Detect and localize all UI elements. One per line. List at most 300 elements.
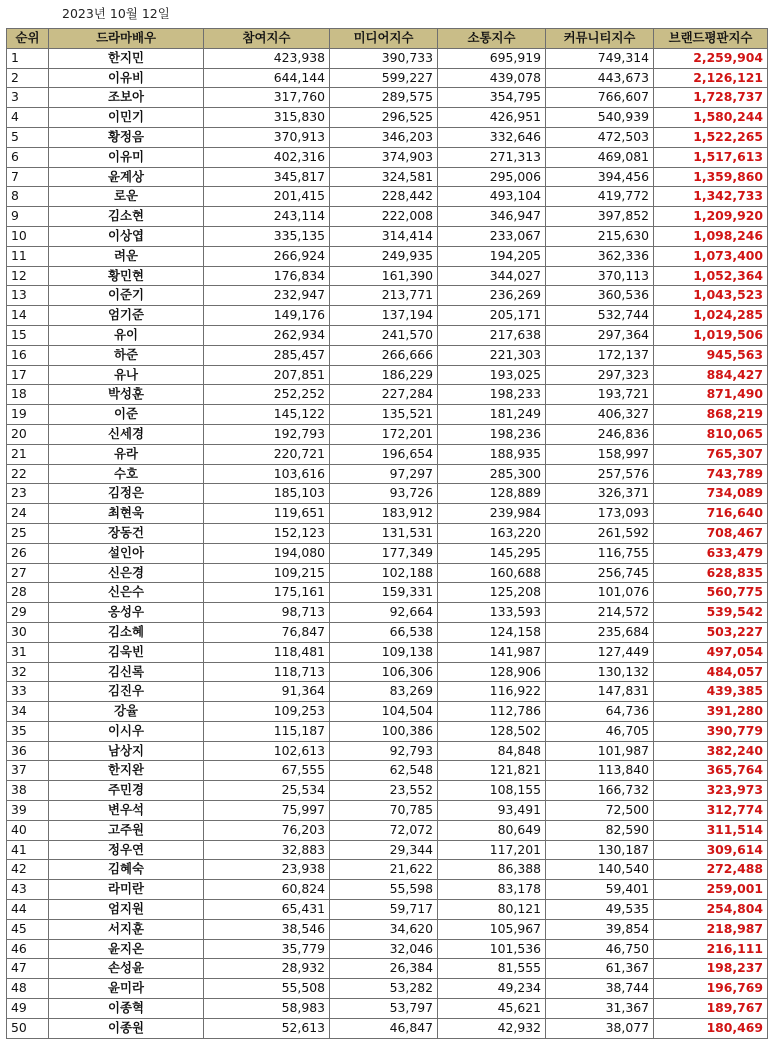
rank-cell: 22 [7, 464, 49, 484]
communication-cell: 108,155 [438, 781, 546, 801]
table-row [7, 820, 768, 840]
community-cell: 82,590 [546, 820, 654, 840]
table-row [7, 246, 768, 266]
rank-cell: 10 [7, 226, 49, 246]
media-cell: 59,717 [330, 900, 438, 920]
actor-name-cell: 신세경 [49, 424, 204, 444]
brand-index-cell: 365,764 [654, 761, 768, 781]
brand-index-cell: 2,126,121 [654, 68, 768, 88]
participation-cell: 192,793 [204, 424, 330, 444]
rank-cell: 32 [7, 662, 49, 682]
communication-cell: 80,649 [438, 820, 546, 840]
rank-cell: 42 [7, 860, 49, 880]
communication-cell: 236,269 [438, 286, 546, 306]
rank-cell: 11 [7, 246, 49, 266]
community-cell: 261,592 [546, 523, 654, 543]
community-cell: 215,630 [546, 226, 654, 246]
participation-cell: 115,187 [204, 721, 330, 741]
media-cell: 241,570 [330, 325, 438, 345]
rank-cell: 14 [7, 306, 49, 326]
participation-cell: 118,713 [204, 662, 330, 682]
brand-index-cell: 1,517,613 [654, 147, 768, 167]
media-cell: 137,194 [330, 306, 438, 326]
rank-cell: 45 [7, 919, 49, 939]
brand-index-cell: 497,054 [654, 642, 768, 662]
communication-cell: 101,536 [438, 939, 546, 959]
table-row [7, 583, 768, 603]
community-cell: 360,536 [546, 286, 654, 306]
rank-cell: 38 [7, 781, 49, 801]
actor-name-cell: 유이 [49, 325, 204, 345]
community-cell: 127,449 [546, 642, 654, 662]
table-body [7, 48, 768, 1038]
actor-name-cell: 유나 [49, 365, 204, 385]
table-row [7, 781, 768, 801]
communication-cell: 285,300 [438, 464, 546, 484]
brand-index-cell: 539,542 [654, 603, 768, 623]
media-cell: 159,331 [330, 583, 438, 603]
media-cell: 34,620 [330, 919, 438, 939]
media-cell: 186,229 [330, 365, 438, 385]
rank-cell: 50 [7, 1018, 49, 1038]
header-media-index: 미디어지수 [330, 29, 438, 49]
participation-cell: 55,508 [204, 979, 330, 999]
participation-cell: 102,613 [204, 741, 330, 761]
actor-name-cell: 김욱빈 [49, 642, 204, 662]
media-cell: 21,622 [330, 860, 438, 880]
table-row [7, 365, 768, 385]
community-cell: 101,076 [546, 583, 654, 603]
rank-cell: 15 [7, 325, 49, 345]
actor-name-cell: 남상지 [49, 741, 204, 761]
table-row [7, 662, 768, 682]
media-cell: 72,072 [330, 820, 438, 840]
communication-cell: 112,786 [438, 702, 546, 722]
actor-name-cell: 황민현 [49, 266, 204, 286]
participation-cell: 207,851 [204, 365, 330, 385]
community-cell: 49,535 [546, 900, 654, 920]
rank-cell: 25 [7, 523, 49, 543]
media-cell: 92,664 [330, 603, 438, 623]
brand-index-cell: 216,111 [654, 939, 768, 959]
community-cell: 46,750 [546, 939, 654, 959]
brand-index-cell: 503,227 [654, 622, 768, 642]
actor-name-cell: 조보아 [49, 88, 204, 108]
rank-cell: 1 [7, 48, 49, 68]
table-row [7, 207, 768, 227]
media-cell: 183,912 [330, 504, 438, 524]
communication-cell: 160,688 [438, 563, 546, 583]
participation-cell: 262,934 [204, 325, 330, 345]
community-cell: 540,939 [546, 108, 654, 128]
brand-index-cell: 1,098,246 [654, 226, 768, 246]
community-cell: 214,572 [546, 603, 654, 623]
communication-cell: 493,104 [438, 187, 546, 207]
communication-cell: 221,303 [438, 345, 546, 365]
participation-cell: 175,161 [204, 583, 330, 603]
community-cell: 419,772 [546, 187, 654, 207]
participation-cell: 194,080 [204, 543, 330, 563]
media-cell: 100,386 [330, 721, 438, 741]
communication-cell: 121,821 [438, 761, 546, 781]
brand-ranking-table [6, 28, 768, 1039]
communication-cell: 198,236 [438, 424, 546, 444]
brand-index-cell: 868,219 [654, 405, 768, 425]
table-row [7, 88, 768, 108]
table-row [7, 424, 768, 444]
communication-cell: 128,889 [438, 484, 546, 504]
communication-cell: 117,201 [438, 840, 546, 860]
participation-cell: 60,824 [204, 880, 330, 900]
media-cell: 135,521 [330, 405, 438, 425]
community-cell: 59,401 [546, 880, 654, 900]
table-row [7, 702, 768, 722]
brand-index-cell: 871,490 [654, 385, 768, 405]
communication-cell: 84,848 [438, 741, 546, 761]
communication-cell: 233,067 [438, 226, 546, 246]
media-cell: 66,538 [330, 622, 438, 642]
brand-index-cell: 309,614 [654, 840, 768, 860]
rank-cell: 35 [7, 721, 49, 741]
media-cell: 227,284 [330, 385, 438, 405]
table-row [7, 741, 768, 761]
brand-index-cell: 1,580,244 [654, 108, 768, 128]
brand-index-cell: 382,240 [654, 741, 768, 761]
brand-index-cell: 1,209,920 [654, 207, 768, 227]
communication-cell: 86,388 [438, 860, 546, 880]
actor-name-cell: 이유비 [49, 68, 204, 88]
communication-cell: 105,967 [438, 919, 546, 939]
brand-index-cell: 1,024,285 [654, 306, 768, 326]
participation-cell: 243,114 [204, 207, 330, 227]
communication-cell: 194,205 [438, 246, 546, 266]
table-row [7, 682, 768, 702]
actor-name-cell: 이유미 [49, 147, 204, 167]
participation-cell: 335,135 [204, 226, 330, 246]
participation-cell: 252,252 [204, 385, 330, 405]
media-cell: 62,548 [330, 761, 438, 781]
brand-index-cell: 1,728,737 [654, 88, 768, 108]
brand-index-cell: 484,057 [654, 662, 768, 682]
actor-name-cell: 김진우 [49, 682, 204, 702]
communication-cell: 163,220 [438, 523, 546, 543]
media-cell: 374,903 [330, 147, 438, 167]
table-row [7, 464, 768, 484]
media-cell: 104,504 [330, 702, 438, 722]
actor-name-cell: 한지완 [49, 761, 204, 781]
actor-name-cell: 김소혜 [49, 622, 204, 642]
actor-name-cell: 로운 [49, 187, 204, 207]
actor-name-cell: 옹성우 [49, 603, 204, 623]
brand-index-cell: 259,001 [654, 880, 768, 900]
communication-cell: 93,491 [438, 801, 546, 821]
table-row [7, 860, 768, 880]
participation-cell: 145,122 [204, 405, 330, 425]
brand-index-cell: 2,259,904 [654, 48, 768, 68]
table-row [7, 622, 768, 642]
rank-cell: 19 [7, 405, 49, 425]
table-row [7, 721, 768, 741]
media-cell: 92,793 [330, 741, 438, 761]
community-cell: 166,732 [546, 781, 654, 801]
community-cell: 116,755 [546, 543, 654, 563]
actor-name-cell: 이종혁 [49, 999, 204, 1019]
brand-index-cell: 390,779 [654, 721, 768, 741]
table-row [7, 48, 768, 68]
media-cell: 32,046 [330, 939, 438, 959]
rank-cell: 17 [7, 365, 49, 385]
table-row [7, 444, 768, 464]
media-cell: 222,008 [330, 207, 438, 227]
table-row [7, 187, 768, 207]
communication-cell: 128,502 [438, 721, 546, 741]
header-rank: 순위 [7, 29, 49, 49]
rank-cell: 44 [7, 900, 49, 920]
table-header-row [7, 29, 768, 49]
media-cell: 55,598 [330, 880, 438, 900]
rank-cell: 3 [7, 88, 49, 108]
participation-cell: 185,103 [204, 484, 330, 504]
participation-cell: 103,616 [204, 464, 330, 484]
brand-index-cell: 628,835 [654, 563, 768, 583]
actor-name-cell: 수호 [49, 464, 204, 484]
brand-index-cell: 189,767 [654, 999, 768, 1019]
communication-cell: 116,922 [438, 682, 546, 702]
table-row [7, 226, 768, 246]
brand-index-cell: 272,488 [654, 860, 768, 880]
participation-cell: 52,613 [204, 1018, 330, 1038]
header-participation-index: 참여지수 [204, 29, 330, 49]
actor-name-cell: 유라 [49, 444, 204, 464]
table-row [7, 1018, 768, 1038]
rank-cell: 41 [7, 840, 49, 860]
community-cell: 256,745 [546, 563, 654, 583]
table-row [7, 68, 768, 88]
community-cell: 140,540 [546, 860, 654, 880]
communication-cell: 346,947 [438, 207, 546, 227]
communication-cell: 141,987 [438, 642, 546, 662]
communication-cell: 271,313 [438, 147, 546, 167]
communication-cell: 344,027 [438, 266, 546, 286]
actor-name-cell: 이준기 [49, 286, 204, 306]
rank-cell: 5 [7, 127, 49, 147]
brand-index-cell: 708,467 [654, 523, 768, 543]
actor-name-cell: 손성윤 [49, 959, 204, 979]
actor-name-cell: 엄지원 [49, 900, 204, 920]
table-row [7, 543, 768, 563]
participation-cell: 109,253 [204, 702, 330, 722]
brand-index-cell: 312,774 [654, 801, 768, 821]
table-row [7, 127, 768, 147]
community-cell: 297,364 [546, 325, 654, 345]
rank-cell: 7 [7, 167, 49, 187]
table-row [7, 642, 768, 662]
community-cell: 193,721 [546, 385, 654, 405]
communication-cell: 239,984 [438, 504, 546, 524]
brand-index-cell: 391,280 [654, 702, 768, 722]
participation-cell: 152,123 [204, 523, 330, 543]
table-row [7, 999, 768, 1019]
communication-cell: 80,121 [438, 900, 546, 920]
brand-index-cell: 311,514 [654, 820, 768, 840]
table-row [7, 147, 768, 167]
brand-index-cell: 1,052,364 [654, 266, 768, 286]
rank-cell: 30 [7, 622, 49, 642]
communication-cell: 128,906 [438, 662, 546, 682]
participation-cell: 266,924 [204, 246, 330, 266]
actor-name-cell: 강율 [49, 702, 204, 722]
participation-cell: 25,534 [204, 781, 330, 801]
actor-name-cell: 신은경 [49, 563, 204, 583]
actor-name-cell: 최현욱 [49, 504, 204, 524]
rank-cell: 39 [7, 801, 49, 821]
communication-cell: 695,919 [438, 48, 546, 68]
community-cell: 394,456 [546, 167, 654, 187]
community-cell: 532,744 [546, 306, 654, 326]
media-cell: 228,442 [330, 187, 438, 207]
community-cell: 113,840 [546, 761, 654, 781]
header-communication-index: 소통지수 [438, 29, 546, 49]
header-actor: 드라마배우 [49, 29, 204, 49]
actor-name-cell: 김혜숙 [49, 860, 204, 880]
community-cell: 130,187 [546, 840, 654, 860]
community-cell: 61,367 [546, 959, 654, 979]
media-cell: 83,269 [330, 682, 438, 702]
participation-cell: 35,779 [204, 939, 330, 959]
brand-index-cell: 743,789 [654, 464, 768, 484]
table-row [7, 385, 768, 405]
communication-cell: 426,951 [438, 108, 546, 128]
media-cell: 26,384 [330, 959, 438, 979]
community-cell: 173,093 [546, 504, 654, 524]
rank-cell: 13 [7, 286, 49, 306]
actor-name-cell: 윤계상 [49, 167, 204, 187]
rank-cell: 48 [7, 979, 49, 999]
participation-cell: 98,713 [204, 603, 330, 623]
communication-cell: 83,178 [438, 880, 546, 900]
media-cell: 109,138 [330, 642, 438, 662]
communication-cell: 439,078 [438, 68, 546, 88]
community-cell: 766,607 [546, 88, 654, 108]
table-row [7, 325, 768, 345]
actor-name-cell: 박성훈 [49, 385, 204, 405]
rank-cell: 26 [7, 543, 49, 563]
media-cell: 93,726 [330, 484, 438, 504]
brand-index-cell: 1,359,860 [654, 167, 768, 187]
rank-cell: 23 [7, 484, 49, 504]
media-cell: 23,552 [330, 781, 438, 801]
communication-cell: 188,935 [438, 444, 546, 464]
actor-name-cell: 윤지온 [49, 939, 204, 959]
rank-cell: 29 [7, 603, 49, 623]
communication-cell: 124,158 [438, 622, 546, 642]
rank-cell: 34 [7, 702, 49, 722]
rank-cell: 27 [7, 563, 49, 583]
table-row [7, 761, 768, 781]
brand-index-cell: 196,769 [654, 979, 768, 999]
actor-name-cell: 장동건 [49, 523, 204, 543]
rank-cell: 37 [7, 761, 49, 781]
community-cell: 158,997 [546, 444, 654, 464]
actor-name-cell: 이시우 [49, 721, 204, 741]
participation-cell: 285,457 [204, 345, 330, 365]
table-row [7, 405, 768, 425]
media-cell: 97,297 [330, 464, 438, 484]
participation-cell: 119,651 [204, 504, 330, 524]
brand-index-cell: 945,563 [654, 345, 768, 365]
rank-cell: 24 [7, 504, 49, 524]
rank-cell: 33 [7, 682, 49, 702]
communication-cell: 125,208 [438, 583, 546, 603]
actor-name-cell: 윤미라 [49, 979, 204, 999]
rank-cell: 6 [7, 147, 49, 167]
participation-cell: 32,883 [204, 840, 330, 860]
rank-cell: 16 [7, 345, 49, 365]
brand-index-cell: 218,987 [654, 919, 768, 939]
communication-cell: 181,249 [438, 405, 546, 425]
rank-cell: 20 [7, 424, 49, 444]
communication-cell: 45,621 [438, 999, 546, 1019]
rank-cell: 21 [7, 444, 49, 464]
actor-name-cell: 이민기 [49, 108, 204, 128]
table-row [7, 108, 768, 128]
participation-cell: 109,215 [204, 563, 330, 583]
participation-cell: 118,481 [204, 642, 330, 662]
participation-cell: 65,431 [204, 900, 330, 920]
actor-name-cell: 려운 [49, 246, 204, 266]
brand-index-cell: 633,479 [654, 543, 768, 563]
table-row [7, 880, 768, 900]
community-cell: 443,673 [546, 68, 654, 88]
actor-name-cell: 김소현 [49, 207, 204, 227]
table-row [7, 504, 768, 524]
participation-cell: 370,913 [204, 127, 330, 147]
community-cell: 172,137 [546, 345, 654, 365]
table-row [7, 286, 768, 306]
media-cell: 53,797 [330, 999, 438, 1019]
media-cell: 314,414 [330, 226, 438, 246]
rank-cell: 47 [7, 959, 49, 979]
community-cell: 749,314 [546, 48, 654, 68]
media-cell: 296,525 [330, 108, 438, 128]
table-row [7, 979, 768, 999]
communication-cell: 295,006 [438, 167, 546, 187]
communication-cell: 193,025 [438, 365, 546, 385]
brand-index-cell: 439,385 [654, 682, 768, 702]
community-cell: 38,077 [546, 1018, 654, 1038]
brand-index-cell: 1,342,733 [654, 187, 768, 207]
actor-name-cell: 서지훈 [49, 919, 204, 939]
community-cell: 130,132 [546, 662, 654, 682]
table-row [7, 523, 768, 543]
rank-cell: 4 [7, 108, 49, 128]
participation-cell: 38,546 [204, 919, 330, 939]
media-cell: 29,344 [330, 840, 438, 860]
media-cell: 161,390 [330, 266, 438, 286]
rank-cell: 2 [7, 68, 49, 88]
community-cell: 64,736 [546, 702, 654, 722]
community-cell: 257,576 [546, 464, 654, 484]
media-cell: 196,654 [330, 444, 438, 464]
table-row [7, 306, 768, 326]
rank-cell: 36 [7, 741, 49, 761]
media-cell: 346,203 [330, 127, 438, 147]
table-row [7, 345, 768, 365]
table-row [7, 563, 768, 583]
table-row [7, 266, 768, 286]
actor-name-cell: 고주원 [49, 820, 204, 840]
participation-cell: 91,364 [204, 682, 330, 702]
